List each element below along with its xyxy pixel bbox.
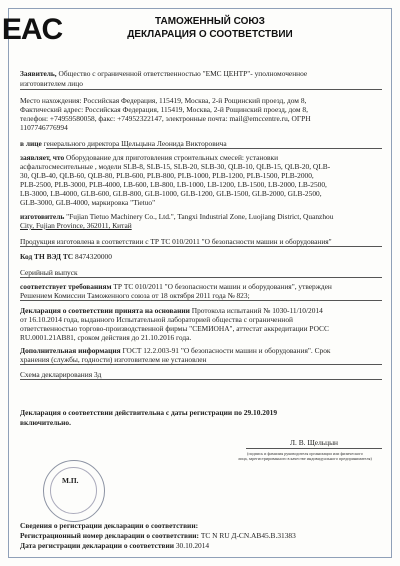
manufacturer-label: изготовитель: [20, 212, 65, 221]
hs-code-value: 8474320000: [74, 252, 112, 261]
applicant-line: [20, 69, 382, 78]
validity-line-1: Декларация о соответствии действительна с даты регистрации по 29.10.2019: [20, 408, 278, 417]
conformity-text: ТР ТС 010/2011 "О безопасности машин и оборудования", утвержден: [113, 282, 332, 291]
additional-text: ГОСТ 12.2.003-91 "О безопасности машин и оборудования". Срок: [122, 346, 331, 355]
registration-title: Сведения о регистрации декларации о соответствии:: [20, 521, 199, 530]
conformity-label: соответствует требованиям: [20, 282, 112, 291]
conformity-line-2: Решением Комиссии Таможенного союза от 18 октября 2011 года № 823;: [20, 291, 250, 300]
represented-rule: [46, 148, 382, 149]
address-line-2: Фактический адрес: Российская Федерация, 115419, Москва, 2-й Рощинский проезд, дом 8,: [20, 105, 308, 114]
hs-code-line: [20, 252, 382, 261]
address-line-3: телефон: +74959580058, факс: +74952322147, электронные почта: mail@emccentre.ru, ОГРН: [20, 114, 311, 123]
manufacturer-line-2: City, Fujian Province, 362011, Китай: [20, 221, 132, 230]
signer-name: Л. В. Щельцын: [290, 438, 339, 447]
manufacturer-text: "Fujian Tietuo Machinery Co., Ltd.", Tangxi Industrial Zone, Luojiang District, Quanzhou: [66, 212, 334, 221]
conformity-line-1: [20, 282, 382, 291]
manufacturer-line-1: [20, 212, 382, 221]
production-line: Продукция изготовлена в соответствии с ТР ТС 010/2011 "О безопасности машин и оборудования": [20, 237, 332, 246]
basis-line-4: RU.0001.21АВ81, сроком действия до 21.10.2016 года.: [20, 333, 192, 342]
declares-line-2: асфальтосмесительные , модели SLB-8, SLB-15, SLB-20, SLB-30, QLB-10, QLB-15, QLB-20, QLB-: [20, 162, 331, 171]
basis-text: Протокола испытаний № 1030-11/10/2014: [191, 306, 323, 315]
validity-line-2: включительно.: [20, 418, 71, 427]
registration-number-line: [20, 531, 382, 540]
declares-line-6: GLB-3000, GLB-4000, маркировка "Tietuo": [20, 198, 156, 207]
eac-logo: EAC: [1, 13, 63, 46]
applicant-rule: [20, 89, 382, 90]
basis-line-2: от 16.10.2014 года, выданного Испытательной лабораторией общества с ограниченной: [20, 315, 294, 324]
hs-code-label: Код ТН ВЭД ТС: [20, 252, 74, 261]
seal-stamp: [43, 460, 105, 522]
declares-line-1: [20, 153, 382, 162]
additional-line-1: [20, 346, 382, 355]
signature-caption-1: (подпись и фамилия руководителя организации или физического: [247, 451, 363, 456]
header-declaration: ДЕКЛАРАЦИЯ О СООТВЕТСТВИИ: [127, 29, 293, 40]
registration-number-label: Регистрационный номер декларации о соответствии:: [20, 531, 199, 540]
registration-date-value: 30.10.2014: [175, 541, 210, 550]
series-line: Серийный выпуск: [20, 268, 78, 277]
scheme-rule: [20, 379, 382, 380]
additional-rule: [20, 364, 382, 365]
scheme-line: Схема декларирования 3д: [20, 370, 102, 379]
represented-value: генерального директора Щельцына Леонида Викторовича: [43, 139, 227, 148]
declares-line-4: PLB-2500, PLB-3000, PLB-4000, LB-600, LB-800, LB-1000, LB-1200, LB-1500, LB-2000, LB-2500,: [20, 180, 327, 189]
represented-line: [20, 139, 382, 148]
declares-label: заявляет, что: [20, 153, 65, 162]
registration-date-line: [20, 541, 382, 550]
signature-rule: [246, 448, 382, 449]
registration-date-label: Дата регистрации декларации о соответствии: [20, 541, 174, 550]
signature-caption-2: лица, зарегистрированного в качестве индивидуального предпринимателя): [238, 456, 372, 461]
applicant-label: Заявитель,: [20, 69, 57, 78]
applicant-value-2: изготовителем лицо: [20, 79, 83, 88]
series-rule: [20, 277, 382, 278]
address-line-1: Место нахождения: Российская Федерация, 115419, Москва, 2-й Рощинский проезд, дом 8,: [20, 96, 307, 105]
header-union: ТАМОЖЕННЫЙ СОЮЗ: [155, 16, 265, 27]
applicant-value: Общество с ограниченной ответственностью "ЕМС ЦЕНТР"- уполномоченное: [58, 69, 308, 78]
additional-label: Дополнительная информация: [20, 346, 121, 355]
represented-label: в лице: [20, 139, 42, 148]
declares-line-3: 30, QLB-40, QLB-60, QLB-80, PLB-600, PLB-800, PLB-1000, PLB-1200, PLB-1500, PLB-2000,: [20, 171, 314, 180]
declares-text: Оборудование для приготовления строительных смесей: установки: [66, 153, 279, 162]
stamp-label: М.П.: [62, 476, 79, 485]
seal-inner-ring: [50, 467, 97, 514]
address-line-4: 1107746776994: [20, 123, 68, 132]
conformity-rule: [20, 300, 382, 301]
registration-number-value: ТС N RU Д-CN.АВ45.В.31383: [200, 531, 296, 540]
basis-label: Декларация о соответствии принята на основании: [20, 306, 190, 315]
basis-line-3: ответственностью торгово-производственной фирмы "СЕМИОНА", аттестат аккредитации РОСС: [20, 324, 329, 333]
basis-line-1: [20, 306, 382, 315]
declares-line-5: LB-3000, LB-4000, GLB-600, GLB-800, GLB-1000, GLB-1200, GLB-1500, GLB-2000, GLB-2500,: [20, 189, 322, 198]
production-rule: [20, 246, 382, 247]
additional-line-2: хранения (службы, годности) изготовителем не установлен: [20, 355, 207, 364]
